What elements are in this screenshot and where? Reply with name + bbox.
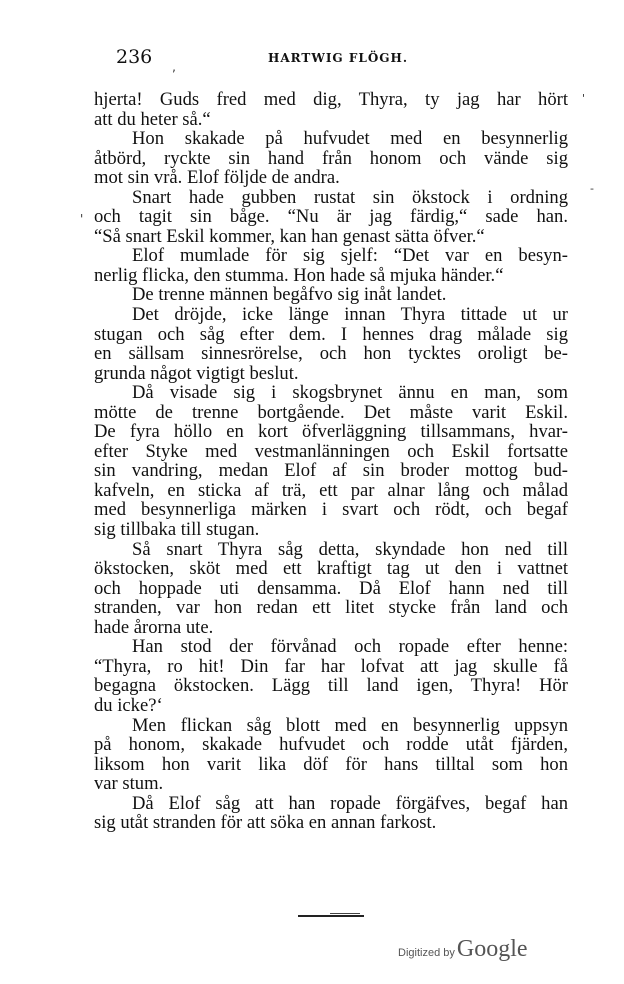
text-line: liksom hon varit lika döf för hans tilltal som hon xyxy=(94,753,568,775)
text-line: sig tillbaka till stugan. xyxy=(94,519,260,541)
text-line: på honom, skakade hufvudet och rodde utåt fjärden, xyxy=(94,734,568,756)
text-line: hjerta! Guds fred med dig, Thyra, ty jag har hört xyxy=(94,89,568,110)
text-line: åtbörd, ryckte sin hand från honom och vände sig xyxy=(94,147,568,169)
text-line: du icke?‘ xyxy=(94,694,163,716)
text-line: stugan och såg efter dem. I hennes drag målade sig xyxy=(94,323,568,345)
text-line: Då Elof såg att han ropade förgäfves, begaf han xyxy=(132,792,568,814)
text-line: sig utåt stranden för att söka en annan farkost. xyxy=(94,812,437,834)
text-line: Men flickan såg blott med en besynnerlig uppsyn xyxy=(132,714,568,736)
text-line: och hoppade uti densamma. Då Elof hann ned till xyxy=(94,577,568,599)
stray-mark: ' xyxy=(582,92,586,105)
body-text xyxy=(94,90,568,833)
text-line: att du heter så.“ xyxy=(94,108,211,130)
text-line: Då visade sig i skogsbrynet ännu en man, som xyxy=(132,382,568,404)
text-line: en sällsam sinnesrörelse, och hon tycktes oroligt be- xyxy=(94,343,568,365)
text-line: ökstocken, sköt med ett kraftigt tag ut den i vattnet xyxy=(94,558,568,580)
stray-mark: ' xyxy=(80,212,84,226)
running-title: HARTWIG FLÖGH. xyxy=(268,51,409,65)
text-line: efter Styke med vestmanlänningen och Eskil fortsatte xyxy=(94,440,568,462)
text-line: var stum. xyxy=(94,773,164,795)
text-line: stranden, var hon redan ett litet stycke från land och xyxy=(94,597,568,619)
text-line: kafveln, en sticka af trä, ett par alnar lång och målad xyxy=(94,479,568,501)
text-line: mötte de trenne bortgående. Det måste varit Eskil. xyxy=(94,401,568,423)
text-line: mot sin vrå. Elof följde de andra. xyxy=(94,167,340,189)
stray-mark: - xyxy=(590,182,594,195)
text-line: “Thyra, ro hit! Din far har lofvat att jag skulle få xyxy=(94,655,568,677)
page-header xyxy=(96,46,566,72)
text-line: Hon skakade på hufvudet med en besynnerlig xyxy=(132,128,568,150)
stray-mark: ‚ xyxy=(172,60,176,74)
text-line: Han stod der förvånad och ropade efter henne: xyxy=(132,636,568,658)
text-line: sin vandring, medan Elof af sin broder mottog bud- xyxy=(94,460,568,482)
end-rule xyxy=(298,915,364,917)
text-line: begagna ökstocken. Lägg till land igen, Thyra! Hör xyxy=(94,675,568,697)
digitized-label: Digitized by xyxy=(398,947,455,959)
text-line: Elof mumlade för sig sjelf: “Det var en besyn- xyxy=(132,245,568,267)
text-line: grunda något vigtigt beslut. xyxy=(94,362,299,384)
text-line: med besynnerliga märken i svart och rödt, och begaf xyxy=(94,499,568,521)
text-line: hade årorna ute. xyxy=(94,616,214,638)
text-line: Det dröjde, icke länge innan Thyra tittade ut ur xyxy=(132,304,568,326)
text-line: “Så snart Eskil kommer, kan han genast sätta öfver.“ xyxy=(94,225,485,247)
text-line: De fyra höllo en kort öfverläggning tillsammans, hvar- xyxy=(94,421,568,443)
digitized-footer xyxy=(398,936,528,963)
text-line: nerlig flicka, den stumma. Hon hade så mjuka händer.“ xyxy=(94,264,504,286)
google-logo: Google xyxy=(456,936,528,962)
text-line: De trenne männen begåfvo sig inåt landet. xyxy=(132,284,447,306)
text-line: Snart hade gubben rustat sin ökstock i ordning xyxy=(132,186,568,208)
page-number: 236 xyxy=(116,46,153,68)
text-line: Så snart Thyra såg detta, skyndade hon ned till xyxy=(132,538,568,560)
text-line: och tagit sin båge. “Nu är jag färdig,“ sade han. xyxy=(94,206,568,228)
decorative-rule xyxy=(330,913,360,914)
